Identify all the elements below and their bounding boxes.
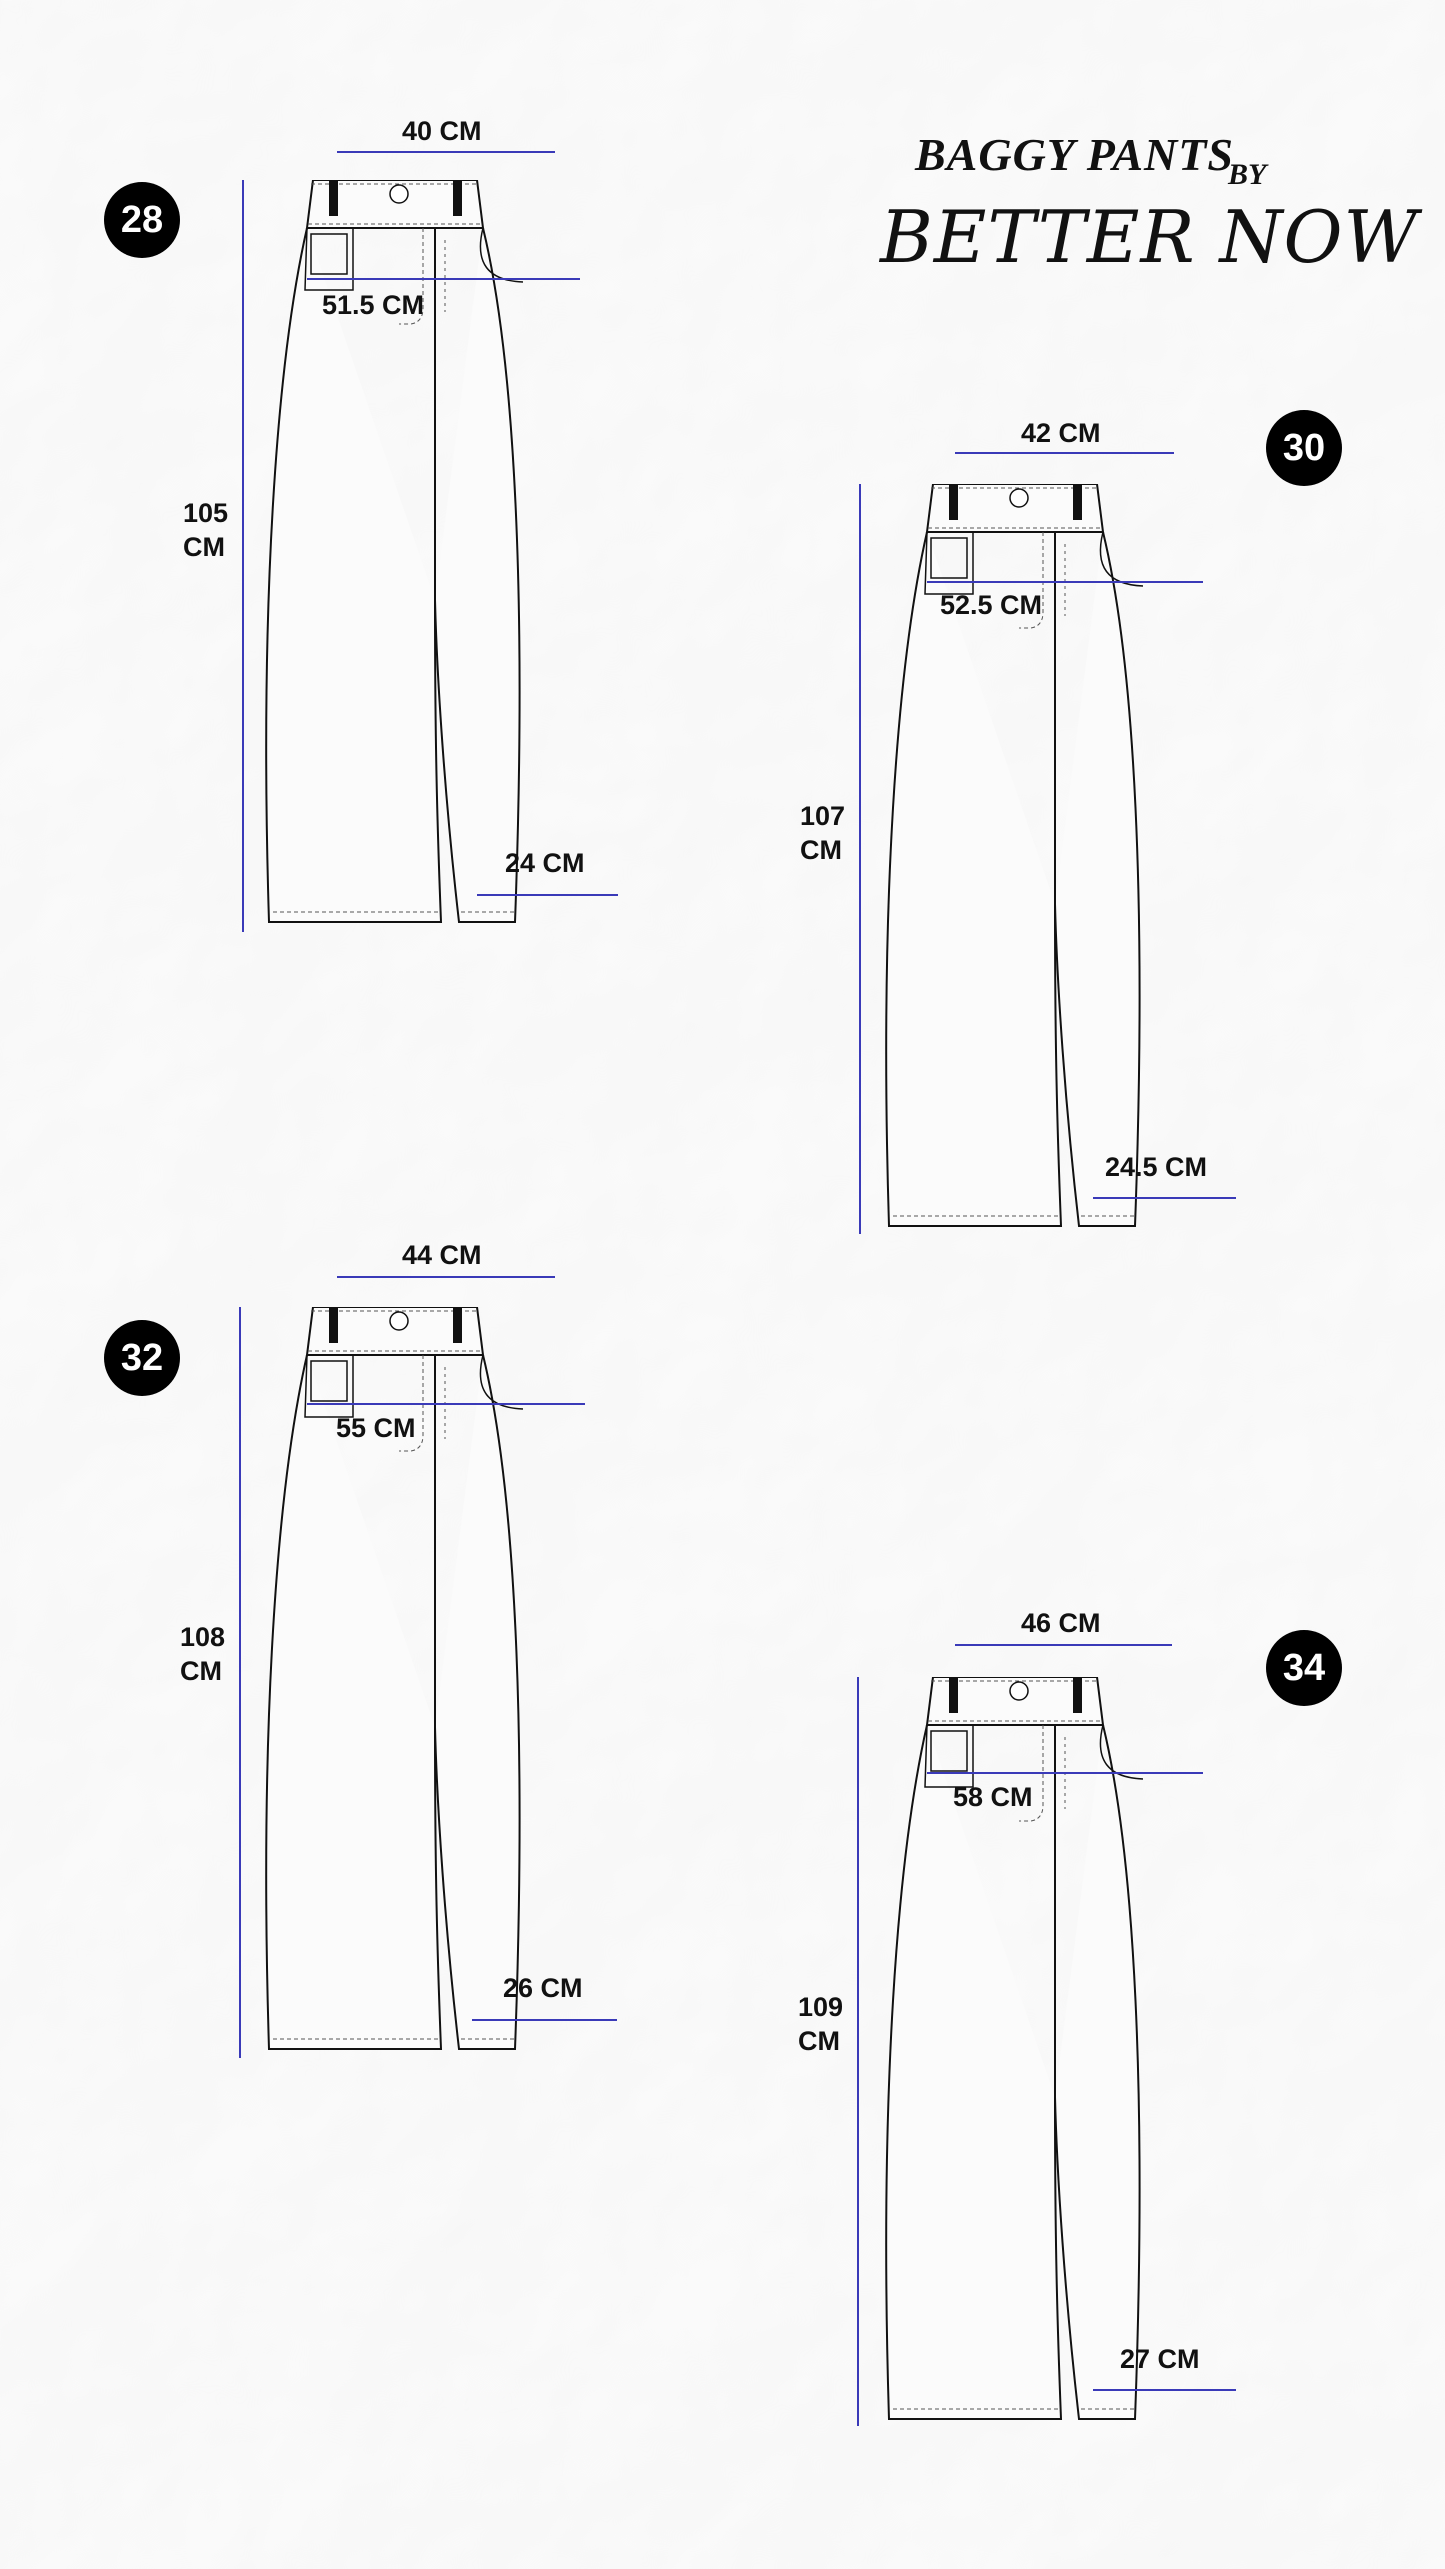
pants-drawing-size-28 (265, 180, 635, 940)
hip-measure-30: 52.5 CM (940, 590, 1043, 620)
brand-logo-better-now: BETTER NOW (880, 195, 1419, 279)
size-badge-28: 28 (104, 182, 180, 258)
size-badge-34: 34 (1266, 1630, 1342, 1706)
size-badge-32: 32 (104, 1320, 180, 1396)
waist-measure-28: 40 CM (402, 116, 482, 146)
length-unit: CM (798, 2026, 840, 2056)
pants-drawing-size-32 (265, 1307, 635, 2067)
title-by: BY (1228, 158, 1267, 191)
hem-measure-30: 24.5 CM (1105, 1152, 1208, 1182)
length-value: 107 (800, 801, 846, 831)
length-unit: CM (183, 532, 225, 562)
waist-measure-32: 44 CM (402, 1240, 482, 1270)
hem-measure-34: 27 CM (1120, 2344, 1200, 2374)
length-measure-30 (800, 799, 845, 867)
pants-drawing-size-34 (885, 1677, 1255, 2437)
title-baggy-pants: BAGGY PANTS (915, 129, 1234, 180)
length-measure-32 (180, 1620, 225, 1688)
waist-measure-30: 42 CM (1021, 418, 1101, 448)
length-measure-34 (798, 1990, 843, 2058)
size-badge-30: 30 (1266, 410, 1342, 486)
hem-measure-28: 24 CM (505, 848, 585, 878)
length-unit: CM (180, 1656, 222, 1686)
hip-measure-32: 55 CM (336, 1413, 416, 1443)
length-unit: CM (800, 835, 842, 865)
waist-measure-34: 46 CM (1021, 1608, 1101, 1638)
length-measure-28 (183, 496, 228, 564)
hip-measure-34: 58 CM (953, 1782, 1033, 1812)
length-value: 105 (183, 498, 229, 528)
hem-measure-32: 26 CM (503, 1973, 583, 2003)
length-value: 108 (180, 1622, 226, 1652)
hip-measure-28: 51.5 CM (322, 290, 425, 320)
length-value: 109 (798, 1992, 844, 2022)
